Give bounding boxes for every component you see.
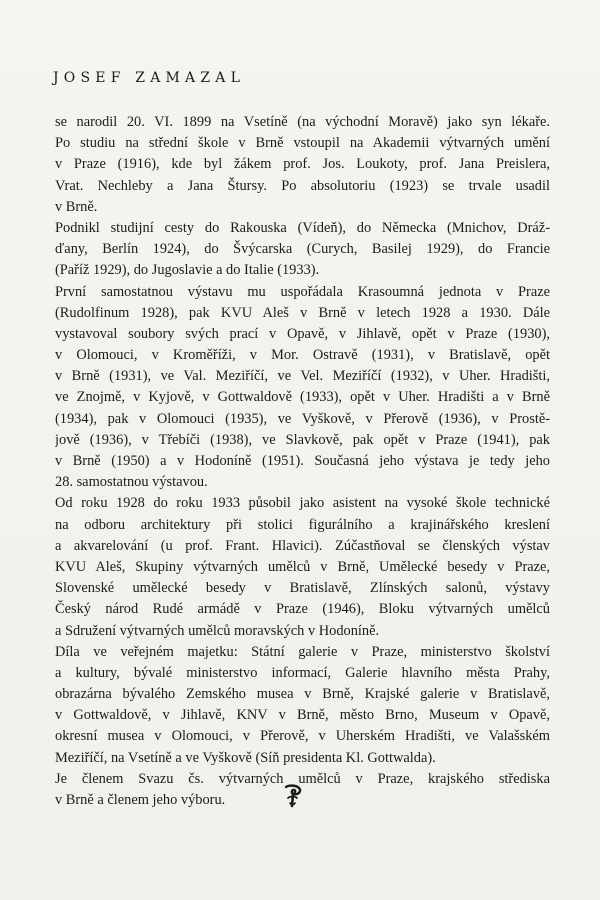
text-line: 28. samostatnou výstavou. [55,474,208,491]
text-line: v Brně a členem jeho výboru. [55,792,226,808]
paragraph [55,642,550,769]
text-line: na odboru architektury při stolici figurálního a krajinářského kreslení [55,516,550,533]
text-line: a Sdružení výtvarných umělců moravských v Hodoníně. [55,622,380,639]
text-line: KVU Aleš, Skupiny výtvarných umělců v Brně, Umělecké besedy v Praze, [55,558,550,575]
text-line: v Gottwaldově, v Jihlavě, KNV v Brně, město Brno, Museum v Opavě, [55,707,550,724]
text-line: Vrat. Nechleby a Jana Štursy. Po absolutoriu (1923) se trvale usadil [55,177,550,194]
paragraph [55,493,550,641]
text-line: Je členem Svazu čs. výtvarných umělců v Praze, krajského střediska [55,770,550,787]
text-line: Slovenské umělecké besedy v Bratislavě, Zlínských salonů, výstavy [55,580,550,597]
text-line: Od roku 1928 do roku 1933 působil jako asistent na vysoké škole technické [55,495,550,512]
text-line: se narodil 20. VI. 1899 na Vsetíně (na východní Moravě) jako syn lékaře. [55,114,550,130]
text-line: a akvarelování (u prof. Frant. Hlavici). Zúčastňoval se členských výstav [55,537,550,554]
printer-ornament-icon [282,784,304,808]
text-line: obrazárna bývalého Zemského musea v Brně, Krajské galerie v Bratislavě, [55,686,550,703]
text-line: První samostatnou výstavu mu uspořádala Krasoumná jednota v Praze [55,283,550,300]
text-line: (Rudolfinum 1928), pak KVU Aleš v Brně v letech 1928 a 1930. Dále [55,304,550,321]
text-line: v Brně. [55,198,98,215]
paragraph [55,218,550,282]
text-line: (Paříž 1929), do Jugoslavie a do Italie (1933). [55,262,320,279]
text-line: Díla ve veřejném majetku: Státní galerie v Praze, ministerstvo školství [55,643,550,660]
text-line: vystavoval soubory svých prací v Opavě, v Jihlavě, opět v Praze (1930), [55,325,550,342]
text-line: (1934), pak v Olomouci (1935), ve Vyškově, v Přerově (1936), v Prostě- [55,410,550,427]
text-line: v Brně (1931), ve Val. Meziříčí, ve Vel. Meziříčí (1932), v Uher. Hradišti, [55,368,550,385]
text-line: Český národ Rudé armádě v Praze (1946), Bloku výtvarných umělců [55,601,550,618]
page-title: JOSEF ZAMAZAL [53,70,246,86]
text-line: Podnikl studijní cesty do Rakouska (Vídeň), do Německa (Mnichov, Dráž- [55,219,550,236]
text-line: v Brně (1950) a v Hodoníně (1951). Současná jeho výstava je tedy jeho [55,453,550,469]
text-line: a kultury, bývalé ministerstvo informací, Galerie hlavního města Prahy, [55,664,550,681]
paragraph [55,282,550,494]
text-line: ve Znojmě, v Kyjově, v Gottwaldově (1933), opět v Uher. Hradišti a v Brně [55,389,550,406]
text-line: Po studiu na střední škole v Brně vstoupil na Akademii výtvarných umění [55,135,550,152]
paragraph [55,112,550,218]
text-line: Meziříčí, na Vsetíně a ve Vyškově (Síň presidenta Kl. Gottwalda). [55,749,436,766]
text-line: v Olomouci, v Kroměříži, v Mor. Ostravě (1931), v Bratislavě, opět [55,347,550,364]
biography-text [55,112,550,811]
text-line: v Praze (1916), kde byl žákem prof. Jos. Loukoty, prof. Jana Preislera, [55,156,550,173]
text-line: jově (1936), v Třebíči (1938), ve Slavkově, pak opět v Praze (1941), pak [55,431,550,448]
text-line: ďany, Berlín 1924), do Švýcarska (Curych, Basilej 1929), do Francie [55,241,550,258]
text-line: okresní musea v Olomouci, v Přerově, v Uherském Hradišti, ve Valašském [55,728,550,745]
